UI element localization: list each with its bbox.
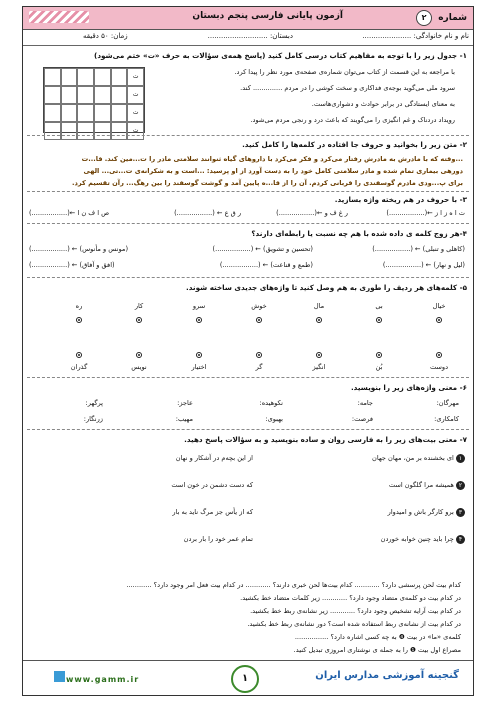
poem-number-badge: ۳ (456, 508, 465, 517)
poem-3-second: که از یأس جز مرگ ناید به بار (172, 508, 253, 516)
q4-item-3: (مونس و مأنوس) ← (.................) (29, 245, 129, 253)
connect-dot[interactable] (256, 317, 262, 323)
q3-item-4: ص ا ف ن ا ←(.................) (29, 209, 110, 217)
connect-dot[interactable] (256, 352, 262, 358)
poem-2 (389, 481, 465, 490)
q4-item-6: (افق و آفاق) ← (.................) (29, 261, 115, 269)
poem-number-badge: ۱ (456, 454, 465, 463)
question-2-title: ۲- متن زیر را بخوانید و حروف جا افتاده در کلمه‌ها را کامل کنید. (242, 140, 467, 149)
question-6-title: ۶- معنی واژه‌های زیر را بنویسید. (350, 383, 467, 392)
grid-cell[interactable] (111, 104, 128, 122)
poem-4 (381, 535, 465, 544)
q2-passage: ...وقته که با مادرش به مادرش رفتار می‌کرد و فکر می‌کرد با داروهای گیاه ثنوانند سلامتی مادر را ت...مین کند. قا...ت دورهی بیماری تمام شده و مادر سلامتی کامل خود را به دست آورد از او پرسید: ...است و به شکرانه‌ی ت...تی... الهی برای پ...ودی مادرم گوسفندی را قربانی کردم. آن را از قا...ه پایین آمد و گوشت گوسفند را بین رهگ... رآن تقسیم کرد. (71, 155, 463, 187)
connect-dot[interactable] (436, 317, 442, 323)
question-4-title: ۴-هر زوج کلمه ی داده شده با هم چه نسبت یا رابطه‌ای دارند؟ (251, 229, 467, 238)
q1-line-4: رویداد دردناک و غم انگیزی را می‌گویند که باعث درد و رنجی مردم می‌شود. (250, 116, 455, 124)
q6-term: جامه: (357, 399, 373, 407)
divider (27, 277, 469, 278)
exam-title: آزمون پایانی فارسی پنجم دبستان (192, 11, 343, 21)
q5-bottom-word: دوست (429, 363, 449, 371)
divider (27, 429, 469, 430)
brand-name: گنجینه آموزشی مدارس ایران (315, 670, 459, 681)
q6-term: زرنگار: (83, 415, 103, 423)
q5-bottom-word: گر (255, 363, 263, 371)
grid-cell[interactable] (94, 122, 111, 140)
q1-line-1: با مراجعه به این قسمت از کتاب می‌توان شماره‌ی صفحه‌ی مورد نظر را پیدا کرد. (234, 68, 455, 76)
poem-hemistich-1: همیشه مرا گلگون است (388, 481, 454, 489)
school-field: دبستان: ........................... (207, 32, 293, 40)
poem-hemistich-1: ای بخشنده بر من، مهان جهان (371, 454, 454, 462)
page-footer (23, 660, 473, 695)
grid-cell[interactable] (44, 68, 61, 86)
q5-top-word: بی (375, 302, 383, 310)
q5-top-word: خوش (251, 302, 267, 310)
q4-item-4: (لیل و نهار) ← (.................) (382, 261, 465, 269)
grid-cell[interactable] (111, 68, 128, 86)
q5-top-word: سرو (192, 302, 206, 310)
divider (27, 223, 469, 224)
q5-top-word: مال (313, 302, 325, 310)
grid-cell[interactable] (61, 122, 78, 140)
q5-bottom-word: نویس (131, 363, 147, 371)
q6-term: کامکاری: (434, 415, 459, 423)
exam-header (23, 7, 473, 30)
crossword-grid (43, 67, 145, 133)
q6-term: بهبوی: (265, 415, 283, 423)
connect-dot[interactable] (316, 352, 322, 358)
grid-cell[interactable] (111, 86, 128, 104)
q5-bottom-word: بُن (375, 363, 383, 371)
q6-term: عاجز: (177, 399, 193, 407)
grid-cell[interactable] (77, 86, 94, 104)
grid-cell[interactable] (77, 104, 94, 122)
grid-cell[interactable] (77, 122, 94, 140)
q6-term: نکوهیده: (259, 399, 283, 407)
connect-dot[interactable] (136, 352, 142, 358)
q5-top-word: خیال (432, 302, 446, 310)
connect-dot[interactable] (376, 352, 382, 358)
poem-number-badge: ۴ (456, 535, 465, 544)
q5-bottom-word: گذران (70, 363, 88, 371)
grid-cell[interactable] (77, 68, 94, 86)
grid-cell: ت (127, 86, 144, 104)
time-field: زمان: ۵۰ دقیقه (83, 32, 128, 40)
poem-3 (388, 508, 465, 517)
grid-cell[interactable] (61, 68, 78, 86)
q3-item-3: ر ق ع ← (.................) (174, 209, 241, 217)
q5-bottom-word: اختیار (191, 363, 207, 371)
number-badge: ۲ (416, 10, 432, 26)
q7-subquestion: مصراع اول بیت ❶ را به جمله ی نوشتاری امروزی تبدیل کنید. (293, 646, 461, 654)
question-7-title: ۷- معنی بیت‌های زیر را به فارسی روان و ساده بنویسید و به سؤالات پاسخ دهید. (184, 435, 467, 444)
exam-number (416, 10, 467, 26)
q5-top-word: ره (75, 302, 83, 310)
question-1-title: ۱- جدول زیر را با توجه به مفاهیم کتاب درسی کامل کنید (پاسخ همه‌ی سؤالات به حرف «ت» ختم می‌شود) (94, 51, 467, 60)
poem-1 (372, 454, 465, 463)
divider (27, 135, 469, 136)
grid-cell[interactable] (61, 104, 78, 122)
website-url[interactable] (53, 671, 139, 684)
q3-item-2: ر غ ف و ←(.................) (276, 209, 348, 217)
poem-1-second: از این بچه‌م در آشکار و نهان (175, 454, 253, 462)
divider (27, 191, 469, 192)
grid-cell[interactable] (44, 104, 61, 122)
grid-cell: ت (127, 104, 144, 122)
q7-subquestion: در کدام بیت دو کلمه‌ی متضاد وجود دارد؟ ............ زیر کلمات متضاد خط بکشید. (240, 594, 461, 602)
connect-dot[interactable] (316, 317, 322, 323)
page-number: ۱ (231, 665, 259, 693)
connect-dot[interactable] (76, 317, 82, 323)
q6-term: پرگهر: (85, 399, 103, 407)
q7-subquestion: کدام بیت لحن پرسشی دارد؟ ............ کدام بیت‌ها لحن خبری دارند؟ ............ در کدام بیت فعل امر وجود دارد؟ ............ (126, 581, 461, 589)
q7-subquestion: در کدام بیت آرایه تشخیص وجود دارد؟ ............ زیر نشانه‌ی ربط خط بکشید. (250, 607, 461, 615)
url-block-icon (54, 671, 65, 682)
exam-page (22, 6, 474, 696)
q5-bottom-word: انگیز (312, 363, 326, 371)
grid-cell[interactable] (94, 68, 111, 86)
q1-line-2: سرود ملی می‌گوید بوجه‌ی فداکاری و سخت کوشی را در مردم .............. کند. (240, 84, 455, 92)
q6-term: مهرگان: (436, 399, 459, 407)
question-3-title: ۳- با حروف در هم ریخته واژه بسازید. (334, 195, 467, 204)
poem-hemistich-1: برو کارگر باش و امیدوار (387, 508, 454, 516)
question-5-title: ۵- کلمه‌های هر ردیف را طوری به هم وصل کنید تا واژه‌های جدیدی ساخته شوند. (186, 283, 467, 292)
divider (27, 377, 469, 378)
poem-2-second: که دست دشمن در خون است (171, 481, 253, 489)
poem-number-badge: ۲ (456, 481, 465, 490)
q4-item-2: (تحسین و تشویق) ← (.................) (212, 245, 313, 253)
grid-cell[interactable] (44, 86, 61, 104)
connect-dot[interactable] (136, 317, 142, 323)
q7-subquestion: در کدام بیت از نشانه‌ی ربط استفاده شده است؟ دور نشانه‌ی ربط خط بکشید. (247, 620, 461, 628)
q5-top-word: کار (134, 302, 144, 310)
q1-line-3: به معنای ایستادگی در برابر حوادث و دشواری‌هاست. (311, 100, 455, 108)
q6-term: مهیب: (175, 415, 193, 423)
student-info-bar (23, 29, 473, 46)
connect-dot[interactable] (196, 317, 202, 323)
grid-cell[interactable] (61, 86, 78, 104)
grid-cell[interactable] (44, 122, 61, 140)
connect-dot[interactable] (76, 352, 82, 358)
q4-item-5: (طمع و قناعت) ← (.................) (219, 261, 313, 269)
poem-4-second: تمام عمر خود را بار بردن (183, 535, 253, 543)
number-label: شماره (438, 13, 467, 23)
connect-dot[interactable] (376, 317, 382, 323)
grid-cell[interactable] (94, 104, 111, 122)
header-decoration (29, 11, 89, 23)
poem-hemistich-1: چرا باید چنین خوابه خوردن (380, 535, 454, 543)
q7-subquestion: کلمه‌ی «ما» در بیت ❹ به چه کسی اشاره دارد؟ ................ (294, 633, 461, 641)
grid-cell: ت (127, 122, 144, 140)
q4-item-1: (کاهلی و تنبلی) ← (.................) (372, 245, 465, 253)
grid-cell: ت (127, 68, 144, 86)
student-name-field: نام و نام خانوادگی: ...................... (362, 32, 469, 40)
connect-dot[interactable] (436, 352, 442, 358)
url-text: www.gamm.ir (66, 675, 140, 684)
grid-cell[interactable] (94, 86, 111, 104)
connect-dot[interactable] (196, 352, 202, 358)
q3-item-1: ت ا ه ز ا ز ←(.................) (386, 209, 465, 217)
q6-term: فرصت: (351, 415, 373, 423)
grid-cell[interactable] (111, 122, 128, 140)
